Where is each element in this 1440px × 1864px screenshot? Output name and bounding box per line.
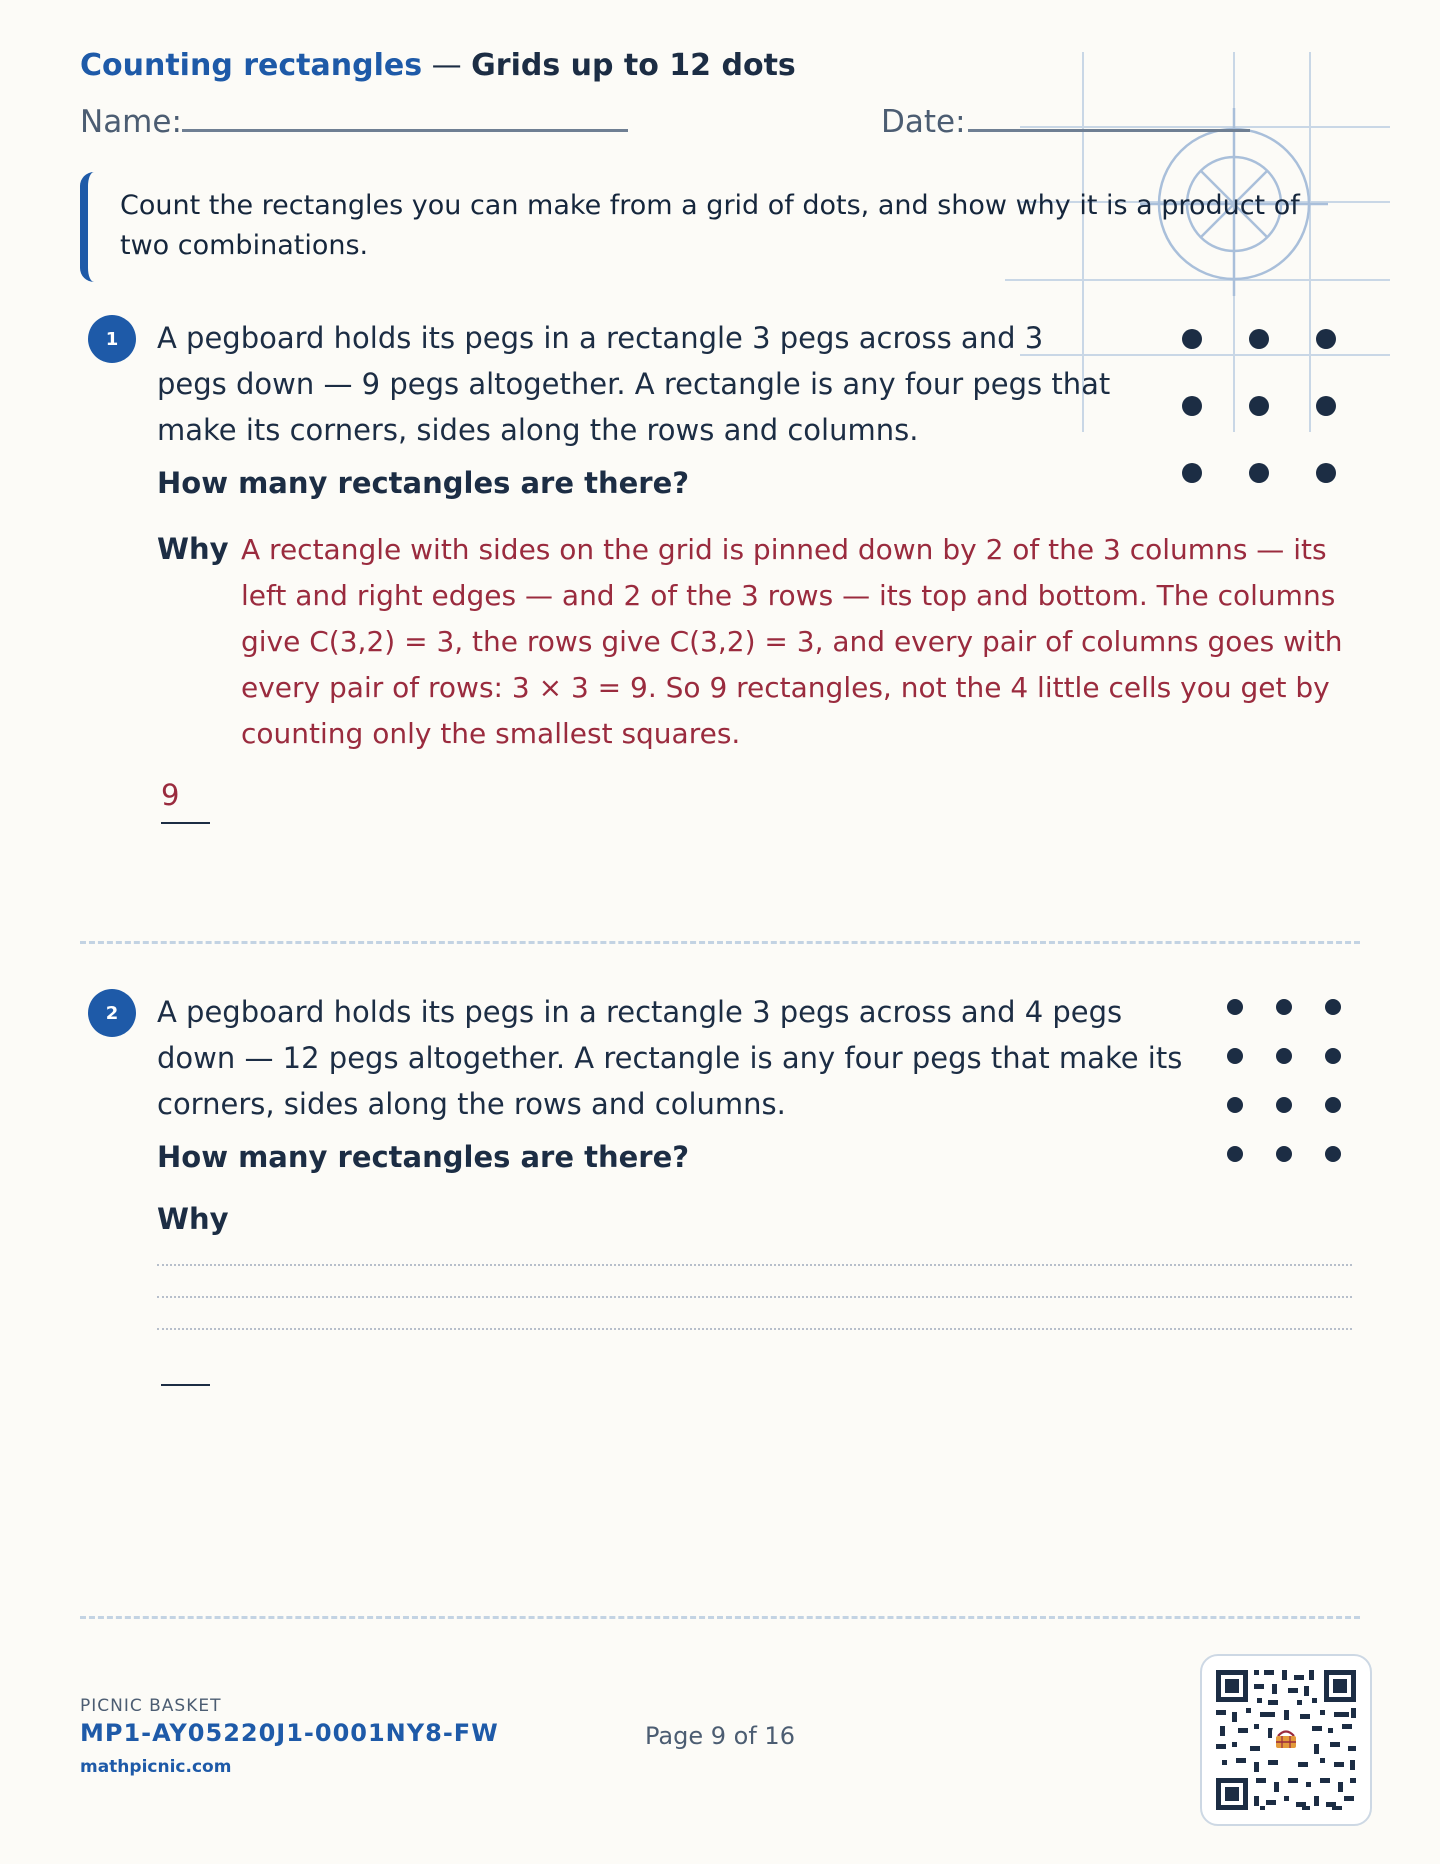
peg-dot (1325, 1146, 1341, 1162)
date-field[interactable] (968, 129, 1250, 132)
peg-dot (1276, 1048, 1292, 1064)
question-text: A pegboard holds its pegs in a rectangle 3 pegs across and 3 pegs down — 9 pegs altogether. A rectangle is any four pegs that make its corners, sides along the rows and columns. (157, 321, 1111, 447)
peg-dot (1316, 329, 1336, 349)
peg-dot (1316, 396, 1336, 416)
name-field[interactable] (182, 129, 628, 132)
peg-dot (1249, 463, 1269, 483)
title-subtitle: Grids up to 12 dots (471, 48, 796, 83)
peg-dot (1249, 396, 1269, 416)
picnic-basket-icon (1272, 1726, 1300, 1754)
title-topic: Counting rectangles (80, 48, 423, 83)
peg-dot (1227, 999, 1243, 1015)
question-prompt: How many rectangles are there? (157, 466, 690, 500)
writing-line[interactable] (157, 1296, 1352, 1298)
instructions-callout (80, 172, 1358, 282)
answer-blank[interactable] (161, 822, 210, 824)
answer-value: 9 (161, 778, 180, 812)
peg-dot (1325, 1097, 1341, 1113)
peg-dot (1325, 1048, 1341, 1064)
worksheet-code: MP1-AY05220J1-0001NY8-FW (80, 1719, 499, 1747)
question-prompt: How many rectangles are there? (157, 1140, 690, 1174)
qr-code[interactable] (1200, 1654, 1372, 1826)
why-label: Why (157, 1202, 229, 1236)
peg-dot (1227, 1097, 1243, 1113)
why-label: Why (157, 532, 229, 566)
peg-dot (1227, 1146, 1243, 1162)
why-explanation: A rectangle with sides on the grid is pinned down by 2 of the 3 columns — its left and right edges — and 2 of the 3 rows — its top and bottom. The columns give C(3,2) = 3, the rows give C(3,2) = 3, and every pair of columns goes with every pair of rows: 3 × 3 = 9. So 9 rectangles, not the 4 little cells you get by counting only the smallest squares. (241, 533, 1343, 750)
name-label: Name: (80, 104, 182, 140)
peg-dot (1182, 396, 1202, 416)
peg-dot (1227, 1048, 1243, 1064)
title-separator: — (422, 48, 472, 83)
peg-dot (1325, 999, 1341, 1015)
site-link[interactable]: mathpicnic.com (80, 1757, 232, 1777)
peg-dot (1276, 999, 1292, 1015)
question-separator (80, 941, 1360, 944)
brand-name: PICNIC BASKET (80, 1696, 222, 1716)
qr-code-pattern (1202, 1656, 1370, 1824)
peg-dot (1249, 329, 1269, 349)
writing-line[interactable] (157, 1328, 1352, 1330)
peg-dot (1316, 463, 1336, 483)
instructions-text: Count the rectangles you can make from a grid of dots, and show why it is a product of two combinations. (120, 190, 1300, 261)
question-number-badge: 2 (88, 989, 136, 1037)
date-label: Date: (881, 104, 966, 140)
peg-dot (1182, 463, 1202, 483)
question-number-badge: 1 (88, 315, 136, 363)
page-indicator: Page 9 of 16 (645, 1722, 795, 1750)
page-title (80, 48, 796, 83)
peg-dot (1182, 329, 1202, 349)
footer-separator (80, 1616, 1360, 1619)
writing-line[interactable] (157, 1264, 1352, 1266)
peg-dot (1276, 1146, 1292, 1162)
answer-blank[interactable] (161, 1384, 210, 1386)
peg-dot (1276, 1097, 1292, 1113)
question-text: A pegboard holds its pegs in a rectangle 3 pegs across and 4 pegs down — 12 pegs altogether. A rectangle is any four pegs that make its corners, sides along the rows and columns. (157, 995, 1183, 1121)
